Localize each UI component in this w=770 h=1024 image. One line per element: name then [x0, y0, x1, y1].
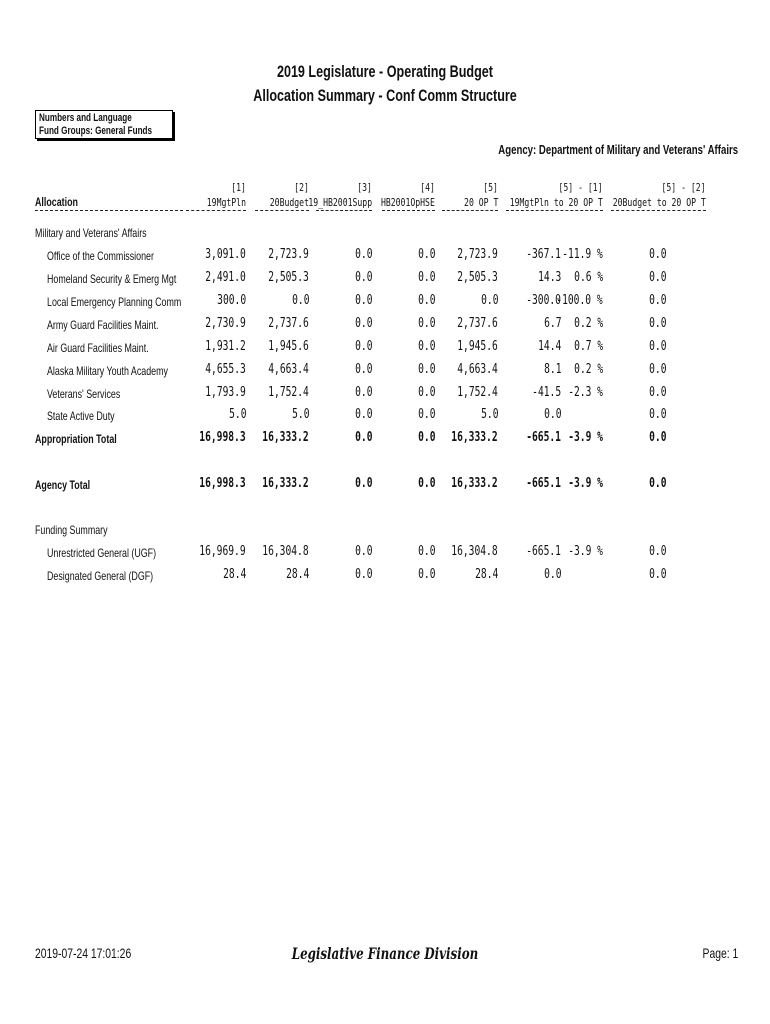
- table-row-6-c4: 0.0: [417, 385, 435, 400]
- appropriation-total-row-p1: -3.9 %: [568, 430, 603, 445]
- column-rule-col6: [506, 210, 603, 211]
- table-row-5-c2: 4,663.4: [268, 362, 309, 377]
- table-row-6-c2: 1,752.4: [268, 385, 309, 400]
- agency-total-row-d1: -665.1: [526, 476, 561, 491]
- table-row-0-c1: 3,091.0: [205, 247, 246, 262]
- table-row-7-c4: 0.0: [417, 407, 435, 422]
- funding-row-0-d1: -665.1: [526, 544, 561, 559]
- table-row-3-c2: 2,737.6: [268, 316, 309, 331]
- table-row-7-c2: 5.0: [291, 407, 309, 422]
- table-row-3-label: Army Guard Facilities Maint.: [47, 318, 159, 332]
- filter-numbers-language: Numbers and Language: [39, 112, 132, 124]
- table-row-4-c2: 1,945.6: [268, 339, 309, 354]
- appropriation-total-row-c4: 0.0: [417, 430, 435, 445]
- funding-row-0-c2: 16,304.8: [262, 544, 309, 559]
- table-row-1-c5: 2,505.3: [457, 270, 498, 285]
- column-rule-col2: [255, 210, 309, 211]
- table-row-1-c3: 0.0: [354, 270, 372, 285]
- table-row-0-d1: -367.1: [526, 247, 561, 262]
- column-index-col1: [1]: [231, 181, 246, 194]
- footer-page-number: Page: 1: [702, 945, 738, 961]
- agency-total-row-c4: 0.0: [417, 476, 435, 491]
- table-row-1-c2: 2,505.3: [268, 270, 309, 285]
- table-row-0-d2: 0.0: [648, 247, 666, 262]
- table-row-6-c1: 1,793.9: [205, 385, 246, 400]
- table-row-1-c4: 0.0: [417, 270, 435, 285]
- column-index-col5: [5]: [483, 181, 498, 194]
- table-row-0-p1: -11.9 %: [562, 247, 603, 262]
- funding-row-1-c5: 28.4: [474, 567, 498, 582]
- table-row-3-c4: 0.0: [417, 316, 435, 331]
- column-index-col2: [2]: [294, 181, 309, 194]
- table-row-1-label: Homeland Security & Emerg Mgt: [47, 272, 177, 286]
- table-row-4-c5: 1,945.6: [457, 339, 498, 354]
- table-row-6-d2: 0.0: [648, 385, 666, 400]
- table-row-6-p1: -2.3 %: [568, 385, 603, 400]
- funding-row-1-c2: 28.4: [285, 567, 309, 582]
- table-row-1-d2: 0.0: [648, 270, 666, 285]
- agency-total-row-p1: -3.9 %: [568, 476, 603, 491]
- column-index-col4: [4]: [420, 181, 435, 194]
- column-header-col1: 19MgtPln: [206, 196, 246, 209]
- column-index-col3: [3]: [357, 181, 372, 194]
- table-row-0-c3: 0.0: [354, 247, 372, 262]
- table-row-3-p1: 0.2 %: [574, 316, 603, 331]
- section-label: Military and Veterans' Affairs: [35, 226, 147, 240]
- table-row-2-p1: -100.0 %: [556, 293, 603, 308]
- column-rule-col7: [611, 210, 706, 211]
- funding-row-0-c5: 16,304.8: [451, 544, 498, 559]
- table-row-3-d1: 6.7: [543, 316, 561, 331]
- agency-total-row-c3: 0.0: [354, 476, 372, 491]
- table-row-1-p1: 0.6 %: [574, 270, 603, 285]
- column-header-col6: 19MgtPln to 20 OP T: [509, 196, 603, 209]
- table-row-4-d1: 14.4: [537, 339, 561, 354]
- table-row-2-c1: 300.0: [217, 293, 246, 308]
- table-row-1-d1: 14.3: [537, 270, 561, 285]
- funding-row-0-c1: 16,969.9: [199, 544, 246, 559]
- column-rule-col5: [442, 210, 498, 211]
- table-row-4-d2: 0.0: [648, 339, 666, 354]
- column-rule-col4: [382, 210, 435, 211]
- filter-fund-groups: Fund Groups: General Funds: [39, 125, 153, 137]
- table-row-7-c5: 5.0: [480, 407, 498, 422]
- table-row-2-c3: 0.0: [354, 293, 372, 308]
- table-row-0-c5: 2,723.9: [457, 247, 498, 262]
- table-row-4-c4: 0.0: [417, 339, 435, 354]
- funding-summary-label: Funding Summary: [35, 523, 108, 537]
- table-row-4-c3: 0.0: [354, 339, 372, 354]
- appropriation-total-row-d1: -665.1: [526, 430, 561, 445]
- table-row-3-c1: 2,730.9: [205, 316, 246, 331]
- funding-row-1-d2: 0.0: [648, 567, 666, 582]
- funding-row-1-label: Designated General (DGF): [47, 569, 154, 583]
- table-row-7-c3: 0.0: [354, 407, 372, 422]
- column-rule-col1: [186, 210, 246, 211]
- table-row-6-d1: -41.5: [532, 385, 561, 400]
- table-row-7-d2: 0.0: [648, 407, 666, 422]
- table-row-0-c2: 2,723.9: [268, 247, 309, 262]
- agency-total-row-c1: 16,998.3: [199, 476, 246, 491]
- funding-row-1-c3: 0.0: [354, 567, 372, 582]
- table-row-5-p1: 0.2 %: [574, 362, 603, 377]
- table-row-6-c5: 1,752.4: [457, 385, 498, 400]
- table-row-5-c5: 4,663.4: [457, 362, 498, 377]
- table-row-0-c4: 0.0: [417, 247, 435, 262]
- funding-row-1-c4: 0.0: [417, 567, 435, 582]
- table-row-5-d2: 0.0: [648, 362, 666, 377]
- header-allocation: Allocation: [35, 195, 78, 209]
- table-row-2-c5: 0.0: [480, 293, 498, 308]
- table-row-2-d2: 0.0: [648, 293, 666, 308]
- column-header-col7: 20Budget to 20 OP T: [612, 196, 706, 209]
- header-rule: [35, 210, 183, 211]
- funding-row-0-p1: -3.9 %: [568, 544, 603, 559]
- table-row-2-c4: 0.0: [417, 293, 435, 308]
- table-row-7-label: State Active Duty: [47, 409, 115, 423]
- column-header-col2: 20Budget: [269, 196, 309, 209]
- appropriation-total-row-d2: 0.0: [648, 430, 666, 445]
- table-row-5-c4: 0.0: [417, 362, 435, 377]
- table-row-2-c2: 0.0: [291, 293, 309, 308]
- column-header-col4: HB2001OpHSE: [381, 196, 435, 209]
- funding-row-0-c3: 0.0: [354, 544, 372, 559]
- agency-name: Agency: Department of Military and Veterans' Affairs: [498, 142, 738, 157]
- appropriation-total-row-c2: 16,333.2: [262, 430, 309, 445]
- table-row-3-d2: 0.0: [648, 316, 666, 331]
- table-row-2-label: Local Emergency Planning Comm: [47, 295, 182, 309]
- table-row-7-d1: 0.0: [543, 407, 561, 422]
- table-row-5-c3: 0.0: [354, 362, 372, 377]
- table-row-5-d1: 8.1: [543, 362, 561, 377]
- appropriation-total-row-c5: 16,333.2: [451, 430, 498, 445]
- table-row-5-c1: 4,655.3: [205, 362, 246, 377]
- table-row-6-c3: 0.0: [354, 385, 372, 400]
- funding-row-0-d2: 0.0: [648, 544, 666, 559]
- funding-row-0-c4: 0.0: [417, 544, 435, 559]
- column-rule-col3: [316, 210, 372, 211]
- table-row-4-c1: 1,931.2: [205, 339, 246, 354]
- filter-box: [35, 110, 173, 139]
- table-row-2-d1: -300.0: [526, 293, 561, 308]
- footer-timestamp: 2019-07-24 17:01:26: [35, 945, 132, 961]
- agency-total-row-label: Agency Total: [35, 478, 91, 492]
- table-row-3-c3: 0.0: [354, 316, 372, 331]
- funding-row-1-d1: 0.0: [543, 567, 561, 582]
- column-index-col7: [5] - [2]: [661, 181, 706, 194]
- report-subtitle: Allocation Summary - Conf Comm Structure: [253, 86, 517, 105]
- column-header-col5: 20 OP T: [463, 196, 498, 209]
- table-row-0-label: Office of the Commissioner: [47, 249, 154, 263]
- funding-row-0-label: Unrestricted General (UGF): [47, 546, 157, 560]
- table-row-1-c1: 2,491.0: [205, 270, 246, 285]
- table-row-3-c5: 2,737.6: [457, 316, 498, 331]
- column-header-col3: 19_HB2001Supp: [308, 196, 372, 209]
- table-row-4-p1: 0.7 %: [574, 339, 603, 354]
- appropriation-total-row-c3: 0.0: [354, 430, 372, 445]
- table-row-7-c1: 5.0: [228, 407, 246, 422]
- table-row-4-label: Air Guard Facilities Maint.: [47, 341, 149, 355]
- appropriation-total-row-label: Appropriation Total: [35, 432, 117, 446]
- table-row-6-label: Veterans' Services: [47, 387, 121, 401]
- report-title: 2019 Legislature - Operating Budget: [276, 62, 494, 81]
- agency-total-row-c5: 16,333.2: [451, 476, 498, 491]
- footer-division-signature: Legislative Finance Division: [291, 944, 479, 963]
- agency-total-row-d2: 0.0: [648, 476, 666, 491]
- appropriation-total-row-c1: 16,998.3: [199, 430, 246, 445]
- agency-total-row-c2: 16,333.2: [262, 476, 309, 491]
- table-row-5-label: Alaska Military Youth Academy: [47, 364, 168, 378]
- column-index-col6: [5] - [1]: [558, 181, 603, 194]
- funding-row-1-c1: 28.4: [222, 567, 246, 582]
